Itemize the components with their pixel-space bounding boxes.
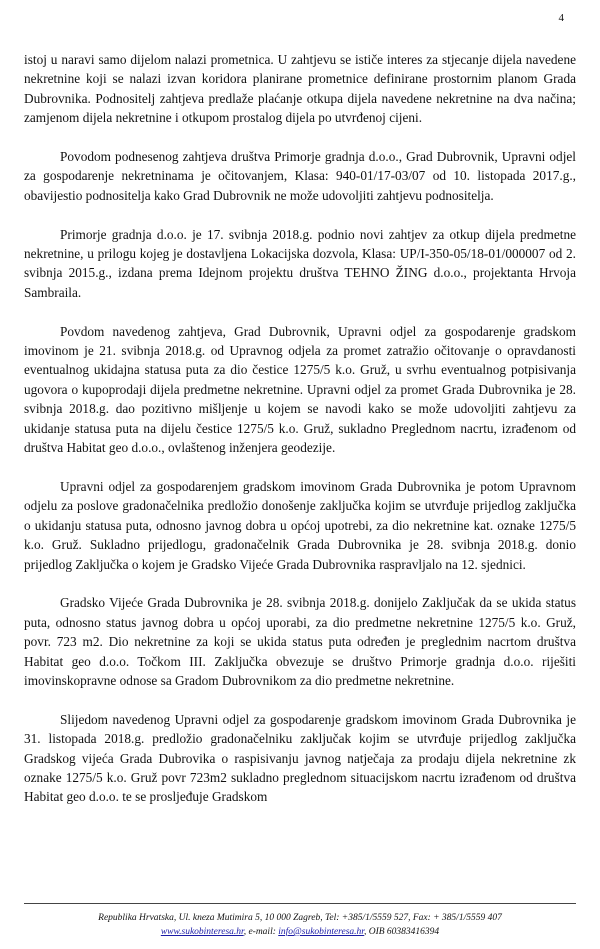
footer-address: Republika Hrvatska, Ul. kneza Mutimira 5, 10 000 Zagreb, Tel: +385/1/5559 527, Fax: + 385/1/5559 407 [98,913,502,923]
footer-contact [0,925,600,939]
paragraph: Slijedom navedenog Upravni odjel za gospodarenje gradskom imovinom Grada Dubrovnika je 31. listopada 2018.g. predložio gradonačelniku zaključak kojim se utvrđuje prijedlog zaključka Gradskog vijeća Grada Dubrovika o raspisivanju javnog natječaja za prodaju dijela nekretnine zk oznake 1275/5 k.o. Gruž povr 723m2 sukladno preglednom situacijskom nacrtu izrađenom od društva Habitat geo d.o.o. te se prosljeđuje Gradskom [24,711,576,805]
page-number: 4 [558,12,564,24]
document-body [24,50,576,826]
paragraph: Povodom podnesenog zahtjeva društva Primorje gradnja d.o.o., Grad Dubrovnik, Upravni odjel za gospodarenje nekretninama je očitovanjem, Klasa: 940-01/17-03/07 od 10. listopada 2017.g., obavijestio podnositelja kako Grad Dubrovnik ne može udovoljiti zahtjevu podnositelja. [24,149,576,203]
footer [0,911,600,939]
paragraph-continuation: istoj u naravi samo dijelom nalazi prometnica. U zahtjevu se ističe interes za stjecanje dijela navedene nekretnine koji se nalazi izvan koridora planirane prometnice definirane prostornim planom Grada Dubrovnika. Podnositelj zahtjeva predlaže plaćanje otkupa dijela navedene nekretnine na dva načina; zamjenom dijela nekretnine i otkupom prostalog dijela po utvrđenoj cijeni. [24,52,576,126]
website-link[interactable]: www.sukobinteresa.hr [160,927,244,937]
oib-text: , OIB 60383416394 [363,927,440,937]
footer-divider [24,903,576,904]
paragraph: Gradsko Vijeće Grada Dubrovnika je 28. svibnja 2018.g. donijelo Zaključak da se ukida status puta, odnosno status javnog dobra u općoj uporabi, za dio predmetne nekretnine 1275/5 k.o. Gruž, povr. 723 m2. Dio nekretnine za koji se ukida status puta određen je preglednim nacrtom društva Habitat geo d.o.o. Točkom III. Zaključka obvezuje se društvo Primorje gradnja d.o.o. riješiti imovinskopravne odnose sa Gradom Dubrovnikom za dio predmetne nekretnine. [24,595,576,688]
email-label: , e-mail: [243,927,279,937]
email-link[interactable]: info@sukobinteresa.hr [278,927,364,937]
paragraph: Povdom navedenog zahtjeva, Grad Dubrovnik, Upravni odjel za gospodarenje gradskom imovinom je 21. svibnja 2018.g. od Upravnog odjela za promet zatražio očitovanje o opravdanosti eventualnog ukidajna statusa puta za dio čestice 1275/5 k.o. Gruž, u svrhu eventualnog potpisivanja ugovora o kupoprodaji dijela predmetne nekretnine. Upravni odjel za promet Grada Dubrovnika je 28. svibnja 2018.g. dao pozitivno mišljenje u kojem se navodi kako se može udovoljiti zahtjevu za ukidanje statusa puta na dijelu čestice 1275/5 k.o. Gruž, sukladno Preglednom nacrtu, izrađenom od društva Habitat geo d.o.o., ovlaštenog inženjera geodezije. [24,323,576,456]
paragraph: Upravni odjel za gospodarenjem gradskom imovinom Grada Dubrovnika je potom Upravnom odjelu za poslove gradonačelnika predložio donošenje zaključka kojim se utvrđuje prijedlog zaključka o ukidanju statusa puta, odnosno javnog dobra u općoj upotrebi, za dio nekretnine kat. oznake 1275/5 k.o. Gruž. Sukladno prijedlogu, gradonačelnik Grada Dubrovnika je 28. svibnja 2018.g. donio prijedlog Zaključka o kojem je Gradsko Vijeće Grada Dubrovnika raspravljalo na 12. sjednici. [24,478,576,572]
paragraph: Primorje gradnja d.o.o. je 17. svibnja 2018.g. podnio novi zahtjev za otkup dijela predmetne nekretnine, u prilogu kojeg je dostavljena Lokacijska dozvola, Klasa: UP/I-350-05/18-01/000007 od 2. svibnja 2015.g., izdana prema Idejnom projektu društva TEHNO ŽING d.o.o., projektanta Hrvoja Sambraila. [24,226,576,300]
